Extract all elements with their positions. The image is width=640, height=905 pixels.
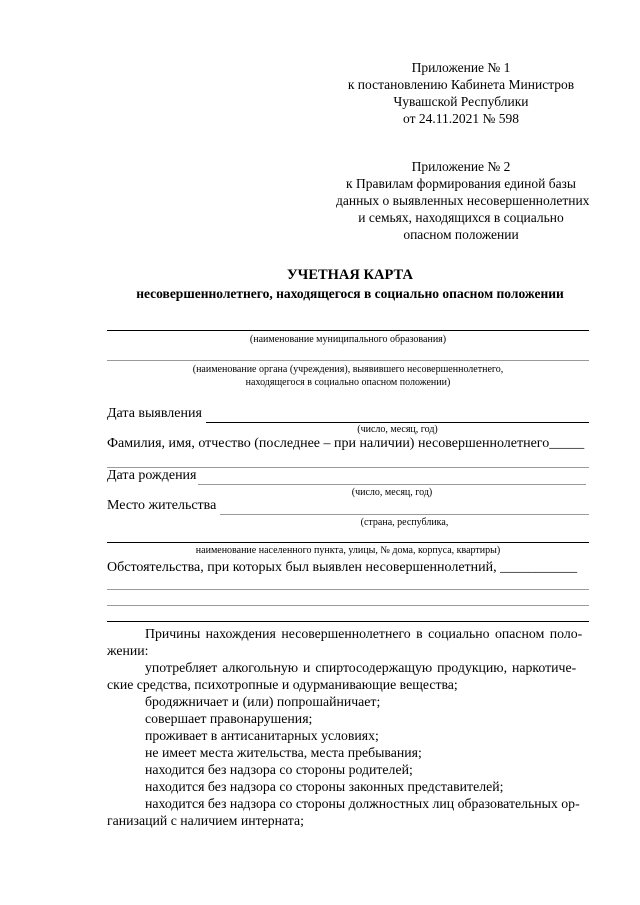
- reason-alcohol-cont: ские средства, психотропные и одурманивающие вещества;: [107, 677, 458, 692]
- reasons-intro-cont: жении:: [107, 643, 149, 658]
- reason-offenses: совершает правонарушения;: [145, 711, 313, 726]
- reason-no-boarding-supervision-cont: ганизаций с наличием интерната;: [107, 813, 304, 828]
- residence-line[interactable]: [220, 514, 589, 515]
- appendix-2-title: Приложение № 2: [411, 159, 511, 174]
- document-subtitle: несовершеннолетнего, находящегося в социально опасном положении: [136, 286, 564, 301]
- circumstances-line-3[interactable]: [107, 621, 589, 622]
- appendix-1-resolution: к постановлению Кабинета Министров: [347, 77, 575, 92]
- organ-caption-line2: находящегося в социально опасном положении): [245, 377, 451, 388]
- appendix-2-rules: к Правилам формирования единой базы: [346, 176, 576, 191]
- organ-caption-line1: (наименование органа (учреждения), выявившего несовершеннолетнего,: [192, 364, 504, 375]
- appendix-1-title: Приложение № 1: [411, 60, 511, 75]
- appendix-2-rules-line3: и семьях, находящихся в социально: [358, 210, 564, 225]
- appendix-2-rules-line2: данных о выявленных несовершеннолетних: [336, 193, 590, 208]
- reason-no-boarding-supervision: находится без надзора со стороны должностных лиц образовательных ор-: [145, 796, 580, 811]
- appendix-2-rules-line4: опасном положении: [403, 227, 519, 242]
- full-name-label: Фамилия, имя, отчество (последнее – при наличии) несовершеннолетнего_____: [107, 436, 585, 451]
- circumstances-line-1[interactable]: [107, 589, 589, 590]
- document-title: УЧЕТНАЯ КАРТА: [287, 267, 413, 283]
- detection-date-caption: (число, месяц, год): [357, 424, 438, 435]
- detection-date-label: Дата выявления: [107, 406, 202, 421]
- circumstances-line-2[interactable]: [107, 605, 589, 606]
- address-caption: наименование населенного пункта, улицы, № дома, корпуса, квартиры): [195, 545, 501, 556]
- reasons-intro: Причины нахождения несовершеннолетнего в социально опасном поло-: [145, 626, 583, 641]
- reason-no-guardian-supervision: находится без надзора со стороны законных представителей;: [145, 779, 504, 794]
- birth-date-line[interactable]: [198, 484, 586, 485]
- reason-vagrancy: бродяжничает и (или) попрошайничает;: [145, 694, 381, 709]
- residence-caption: (страна, республика,: [360, 517, 449, 528]
- municipality-line: [107, 330, 589, 331]
- birth-date-label: Дата рождения: [107, 468, 197, 483]
- reason-alcohol: употребляет алкогольную и спиртосодержащую продукцию, наркотиче-: [145, 660, 577, 675]
- reason-unsanitary: проживает в антисанитарных условиях;: [145, 728, 379, 743]
- appendix-1-date-number: от 24.11.2021 № 598: [403, 111, 519, 126]
- reason-no-parent-supervision: находится без надзора со стороны родителей;: [145, 762, 413, 777]
- municipality-caption: (наименование муниципального образования): [249, 334, 447, 345]
- address-line[interactable]: [107, 542, 589, 543]
- birth-date-caption: (число, месяц, год): [351, 487, 433, 498]
- reason-no-residence: не имеет места жительства, места пребывания;: [145, 745, 422, 760]
- detection-date-line[interactable]: [206, 422, 589, 423]
- circumstances-label: Обстоятельства, при которых был выявлен несовершеннолетний, ___________: [107, 560, 578, 575]
- residence-label: Место жительства: [107, 498, 217, 513]
- organ-line: [107, 360, 589, 361]
- appendix-1-republic: Чувашской Республики: [393, 94, 529, 109]
